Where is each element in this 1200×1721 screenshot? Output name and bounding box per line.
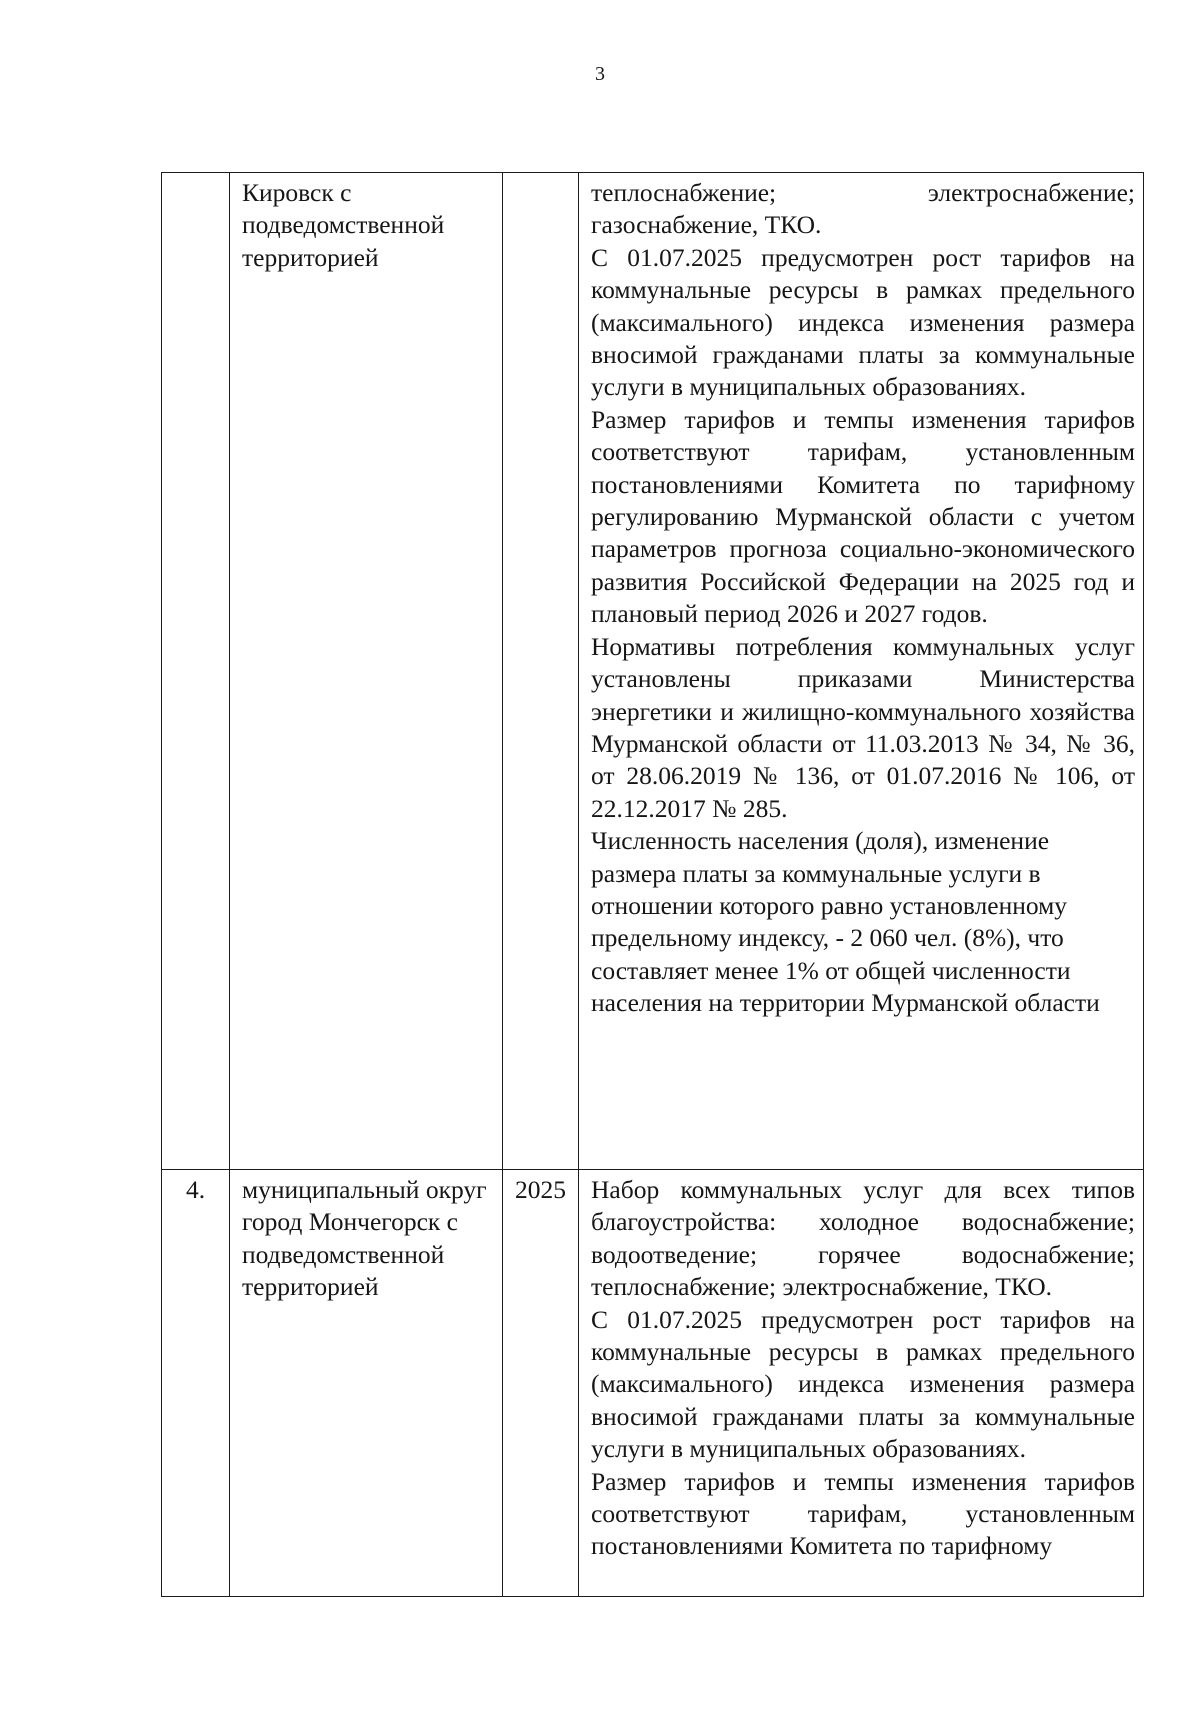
year-cell: 2025	[503, 1170, 579, 1597]
description-paragraph: теплоснабжение; электроснабжение; газоснабжение, ТКО.	[591, 178, 1135, 240]
description-paragraph: С 01.07.2025 предусмотрен рост тарифов на коммунальные ресурсы в рамках предельного (максимального) индекса изменения размера вносимой гражданами платы за коммунальные услуги в муниципальных образованиях.	[591, 242, 1135, 402]
table-row	[162, 1170, 1144, 1597]
page-number: 3	[595, 63, 605, 85]
table-row	[162, 173, 1144, 1170]
description-paragraph: Численность населения (доля), изменение размера платы за коммунальные услуги в отношении которого равно установленному предельному индексу, - 2 060 чел. (8%), что составляет менее 1% от общей численности населения на территории Мурманской области	[591, 826, 1100, 1018]
description-paragraph: Нормативы потребления коммунальных услуг установлены приказами Министерства энергетики и жилищно-коммунального хозяйства Мурманской области от 11.03.2013 № 34, № 36, от 28.06.2019 № 136, от 01.07.2016 № 106, от 22.12.2017 № 285.	[591, 631, 1135, 823]
row-number-cell	[162, 173, 230, 1170]
description-paragraph: Размер тарифов и темпы изменения тарифов соответствуют тарифам, установленным постановлениями Комитета по тарифному	[591, 1466, 1135, 1561]
description-cell	[579, 173, 1144, 1170]
description-paragraph: Размер тарифов и темпы изменения тарифов соответствуют тарифам, установленным постановлениями Комитета по тарифному регулированию Мурманской области с учетом параметров прогноза социально-экономического развития Российской Федерации на 2025 год и плановый период 2026 и 2027 годов.	[591, 404, 1135, 629]
tariff-table	[161, 172, 1144, 1597]
year-cell	[503, 173, 579, 1170]
description-cell	[579, 1170, 1144, 1597]
municipality-name-cell: Кировск с подведомственной территорией	[230, 173, 503, 1170]
row-number-cell: 4.	[162, 1170, 230, 1597]
municipality-name-cell: муниципальный округ город Мончегорск с подведомственной территорией	[230, 1170, 503, 1597]
description-paragraph: С 01.07.2025 предусмотрен рост тарифов на коммунальные ресурсы в рамках предельного (максимального) индекса изменения размера вносимой гражданами платы за коммунальные услуги в муниципальных образованиях.	[591, 1304, 1135, 1464]
description-paragraph: Набор коммунальных услуг для всех типов благоустройства: холодное водоснабжение; водоотведение; горячее водоснабжение; теплоснабжение; электроснабжение, ТКО.	[591, 1175, 1135, 1302]
